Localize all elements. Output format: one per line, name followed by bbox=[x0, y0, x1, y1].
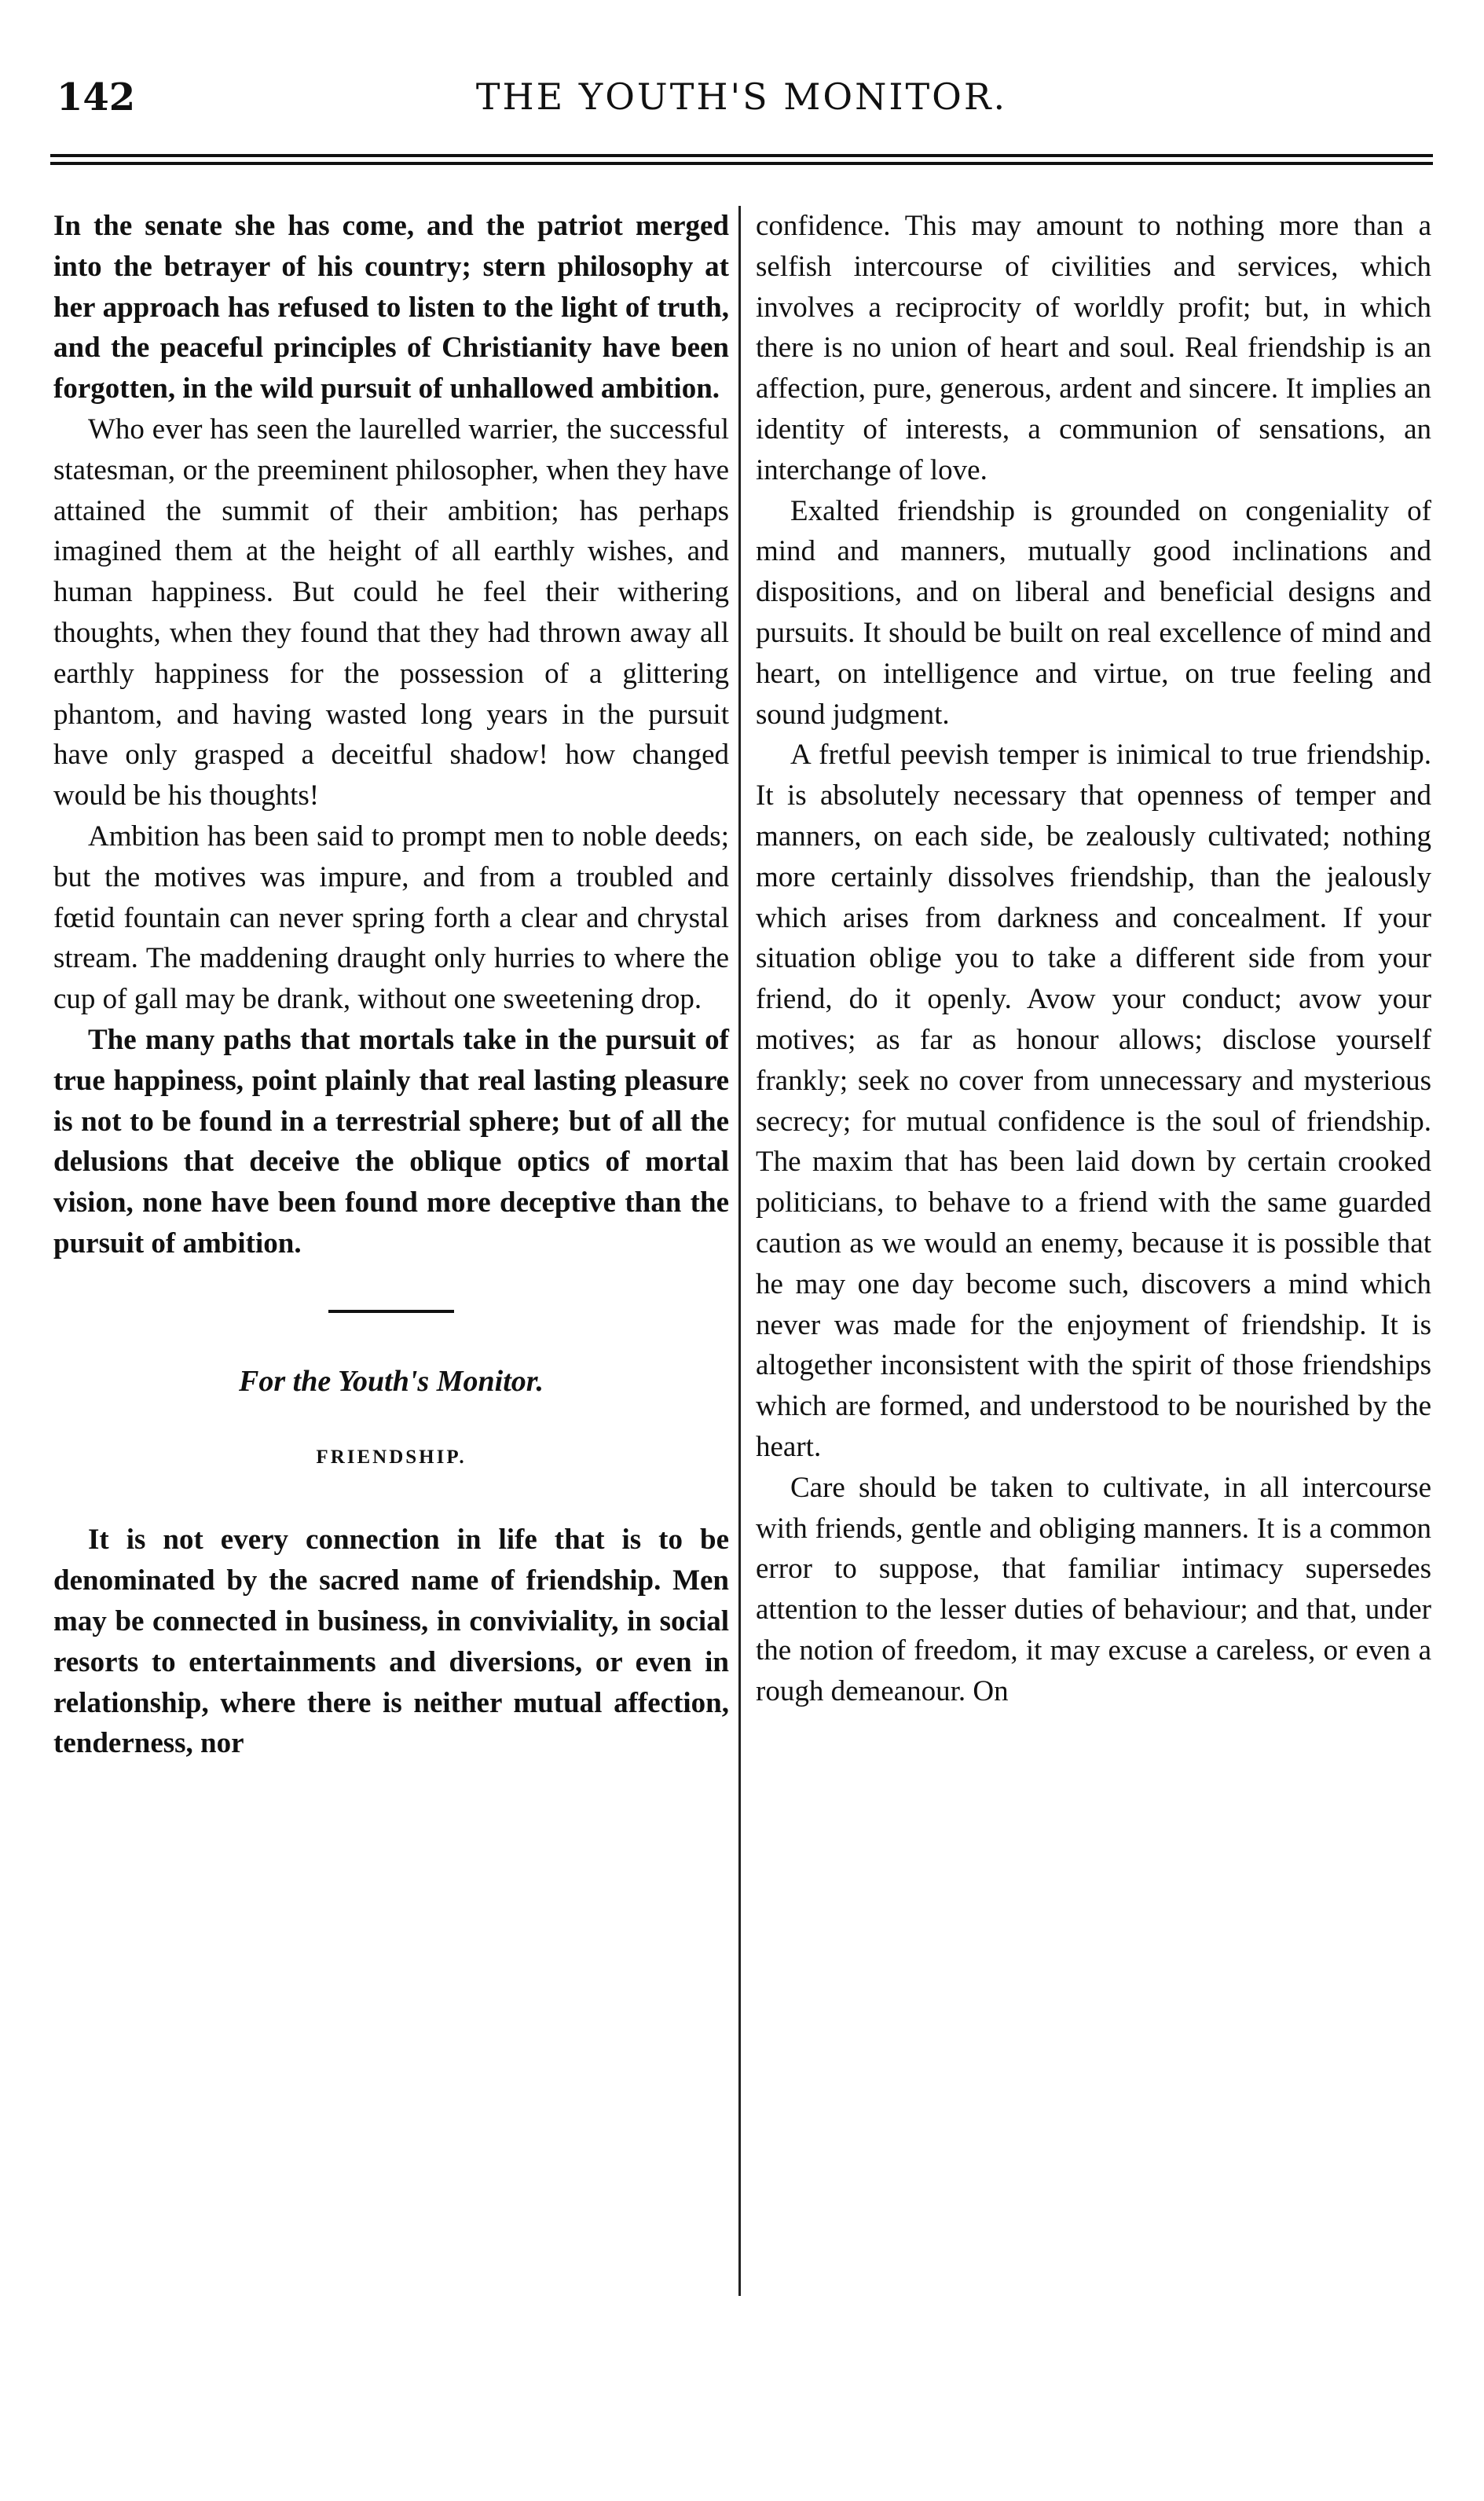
page-number: 142 bbox=[57, 75, 136, 119]
friendship-paragraph-2: confidence. This may amount to nothing more than a selfish intercourse of civilities and services, which involves a reciprocity of worldly profit; but, in which there is no union of heart and soul. Real friendship is an affection, pure, generous, ardent and sincere. It implies an identity of interests, a communion of sensations, an interchange of love. bbox=[756, 210, 1431, 486]
ambition-paragraph-4: The many paths that mortals take in the pursuit of true happiness, point plainly that real lasting pleasure is not to be found in a terrestrial sphere; but of all the delusions that deceive the oblique optics of mortal vision, none have been found more deceptive than the pursuit of ambition. bbox=[53, 1023, 729, 1260]
friendship-paragraph-4: A fretful peevish temper is inimical to true friendship. It is absolutely necessary that openness of temper and manners, on each side, be zealously cultivated; nothing more certainly dissolves friendship, than the jealously which arises from darkness and concealment. If your situation oblige you to take a different side from your friend, do it openly. Avow your conduct; avow your motives; as far as honour allows; disclose yourself frankly; seek no cover from unnecessary and mysterious secrecy; for mutual confidence is the soul of friendship. The maxim that has been laid down by certain crooked politicians, to behave to a friend with the same guarded caution as we would an enemy, because it is possible that he may one day become such, discovers a mind which never was made for the enjoyment of friendship. It is altogether inconsistent with the spirit of those friendships which are formed, and understood to be nourished by the heart. bbox=[756, 739, 1431, 1463]
friendship-paragraph-3: Exalted friendship is grounded on congeniality of mind and manners, mutually good inclinations and dispositions, and on liberal and beneficial designs and pursuits. It should be built on real excellence of mind and heart, on intelligence and virtue, on true feeling and sound judgment. bbox=[756, 494, 1431, 731]
ambition-paragraph-2: Who ever has seen the laurelled warrier, the successful statesman, or the preeminent philosopher, when they have attained the summit of their ambition; has perhaps imagined them at the height of all earthly wishes, and human happiness. But could he feel their withering thoughts, when they found that they had thrown away all earthly happiness for the possession of a glittering phantom, and having wasted long years in the pursuit have only grasped a deceitful shadow! how changed would be his thoughts! bbox=[53, 413, 729, 812]
article-title: FRIENDSHIP. bbox=[316, 1446, 467, 1468]
page-header bbox=[53, 75, 1430, 130]
left-column bbox=[53, 206, 729, 2327]
ambition-paragraph-1: In the senate she has come, and the patriot merged into the betrayer of his country; stern philosophy at her approach has refused to listen to the light of truth, and the peaceful principles of Christianity have been forgotten, in the wild pursuit of unhallowed ambition. bbox=[53, 210, 729, 405]
friendship-paragraph-1: It is not every connection in life that is to be denominated by the sacred name of friendship. Men may be connected in business, in conviviality, in social resorts to entertainments and diversions, or even in relationship, where there is neither mutual affection, tenderness, nor bbox=[53, 1524, 729, 1760]
right-column bbox=[756, 206, 1431, 2327]
byline: For the Youth's Monitor. bbox=[239, 1364, 544, 1398]
ambition-paragraph-3: Ambition has been said to prompt men to noble deeds; but the motives was impure, and from a troubled and fœtid fountain can never spring forth a clear and chrystal stream. The maddening draught only hurries to where the cup of gall may be drank, without one sweetening drop. bbox=[53, 820, 729, 1016]
section-divider-rule bbox=[328, 1310, 454, 1313]
running-title: THE YOUTH'S MONITOR. bbox=[475, 75, 1008, 118]
header-double-rule bbox=[50, 154, 1433, 165]
friendship-paragraph-5: Care should be taken to cultivate, in all intercourse with friends, gentle and obliging manners. It is a common error to suppose, that familiar intimacy supersedes attention to the lesser duties of behaviour; and that, under the notion of freedom, it may excuse a careless, or even a rough demeanour. On bbox=[756, 1471, 1431, 1707]
column-divider bbox=[738, 206, 741, 2296]
